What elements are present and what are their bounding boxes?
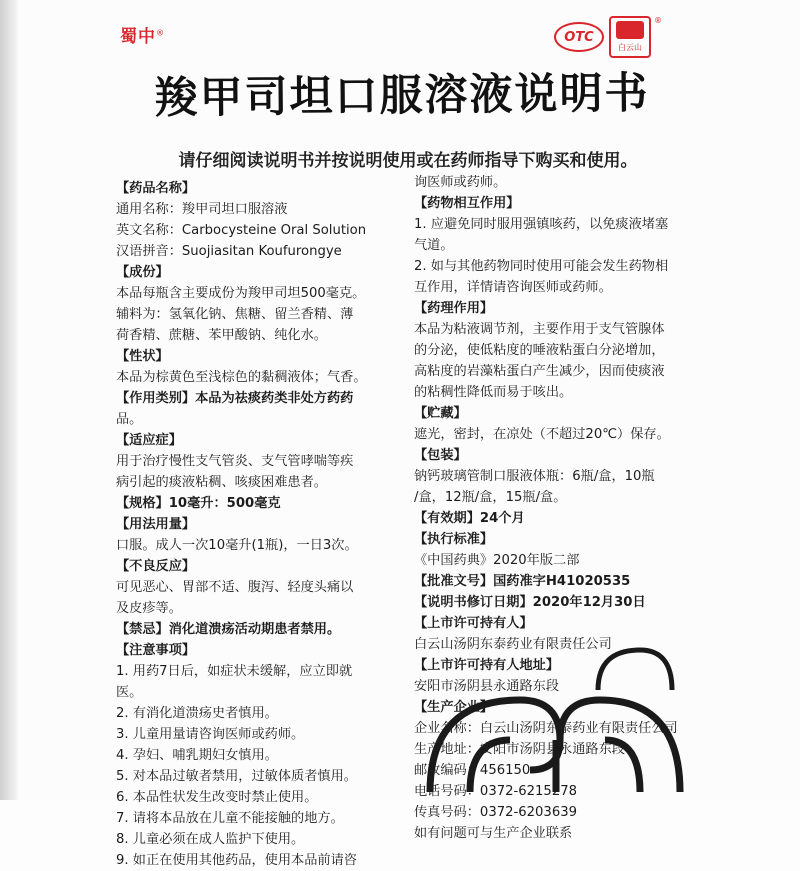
text-line: 邮政编码：456150 [414,763,531,778]
text-line: 的粘稠性降低而易于咳出。 [414,385,573,400]
text-line: 【生产企业】 [414,700,494,715]
text-line: 白云山汤阴东泰药业有限责任公司 [414,637,612,652]
text-line: 【不良反应】 [116,559,196,574]
logo-registered-mark: ® [654,16,662,25]
text-line: 【说明书修订日期】2020年12月30日 [414,595,646,610]
text-line: 2. 如与其他药物同时使用可能会发生药物相 [414,259,669,274]
text-line: 通用名称：羧甲司坦口服溶液 [116,202,288,217]
text-line: 【作用类别】本品为祛痰药类非处方药药 [116,391,354,406]
logo-text: 白云山 [618,43,642,52]
text-line: 的分泌，使低粘度的唾液粘蛋白分泌增加， [414,343,665,358]
text-line: 7. 请将本品放在儿童不能接触的地方。 [116,811,344,826]
text-line: 询医师或药师。 [414,175,507,190]
text-line: 【成份】 [116,265,169,280]
text-line: 4. 孕妇、哺乳期妇女慎用。 [116,748,278,763]
document-title: 羧甲司坦口服溶液说明书 [154,68,650,124]
text-line: /盒，12瓶/盒，15瓶/盒。 [414,490,567,505]
text-line: 【执行标准】 [414,532,494,547]
text-line: 9. 如正在使用其他药品，使用本品前请咨 [116,853,357,868]
text-line: 品。 [116,412,143,427]
text-line: 【药品名称】 [116,181,196,196]
text-line: 本品为粘液调节剂，主要作用于支气管腺体 [414,322,665,337]
text-line: 汉语拼音：Suojiasitan Koufurongye [116,244,342,259]
text-line: 【药物相互作用】 [414,196,520,211]
text-line: 【禁忌】消化道溃疡活动期患者禁用。 [116,622,341,637]
text-line: 《中国药典》2020年版二部 [414,553,580,568]
text-line: 用于治疗慢性支气管炎、支气管哮喘等疾 [116,454,354,469]
text-line: 口服。成人一次10毫升(1瓶)，一日3次。 [116,538,358,553]
text-line: 【上市许可持有人地址】 [414,658,560,673]
otc-badge: OTC [554,22,604,52]
text-line: 气道。 [414,238,454,253]
text-line: 可见恶心、胃部不适、腹泻、轻度头痛以 [116,580,354,595]
text-line: 1. 应避免同时服用强镇咳药，以免痰液堵塞 [414,217,669,232]
text-line: 高粘度的岩藻粘蛋白产生减少，因而使痰液 [414,364,665,379]
text-line: 及皮疹等。 [116,601,182,616]
document-subtitle: 请仔细阅读说明书并按说明使用或在药师指导下购买和使用。 [178,151,638,171]
text-line: 【适应症】 [116,433,182,448]
text-line: 【药理作用】 [414,301,494,316]
text-line: 【上市许可持有人】 [414,616,533,631]
text-line: 本品每瓶含主要成份为羧甲司坦500毫克。 [116,286,366,301]
text-line: 辅料为：氢氧化钠、焦糖、留兰香精、薄 [116,307,354,322]
text-line: 病引起的痰液粘稠、咳痰困难患者。 [116,475,327,490]
text-line: 1. 用药7日后，如症状未缓解，应立即就 [116,664,353,679]
text-line: 荷香精、蔗糖、苯甲酸钠、纯化水。 [116,328,327,343]
text-line: 2. 有消化道溃疡史者慎用。 [116,706,278,721]
text-line: 【注意事项】 [116,643,196,658]
text-line: 【批准文号】国药准字H41020535 [414,574,631,589]
text-line: 【用法用量】 [116,517,196,532]
text-line: 钠钙玻璃管制口服液体瓶：6瓶/盒，10瓶 [414,469,655,484]
text-line: 医。 [116,685,143,700]
brand-name: 蜀中 [120,27,156,47]
text-line: 【规格】10毫升：500毫克 [116,496,281,511]
brand-registered-mark: ® [156,28,165,38]
text-line: 【贮藏】 [414,406,467,421]
text-line: 生产地址：安阳市汤阴县永通路东段 [414,742,625,757]
text-line: 安阳市汤阴县永通路东段 [414,679,560,694]
text-line: 本品为棕黄色至浅棕色的黏稠液体；气香。 [116,370,367,385]
text-line: 【性状】 [116,349,169,364]
text-line: 【有效期】24个月 [414,511,525,526]
text-line: 5. 对本品过敏者禁用，过敏体质者慎用。 [116,769,357,784]
text-line: 企业名称：白云山汤阴东泰药业有限责任公司 [414,721,678,736]
text-line: 如有问题可与生产企业联系 [414,826,573,841]
text-line: 英文名称：Carbocysteine Oral Solution [116,223,367,238]
text-line: 3. 儿童用量请咨询医师或药师。 [116,727,305,742]
text-line: 【包装】 [414,448,467,463]
text-line: 传真号码：0372-6203639 [414,805,577,820]
text-line: 互作用，详情请咨询医师或药师。 [414,280,612,295]
text-line: 8. 儿童必须在成人监护下使用。 [116,832,305,847]
text-line: 遮光，密封，在凉处（不超过20℃）保存。 [414,427,670,442]
text-line: 6. 本品性状发生改变时禁止使用。 [116,790,318,805]
text-line: 电话号码：0372-6215278 [414,784,577,799]
